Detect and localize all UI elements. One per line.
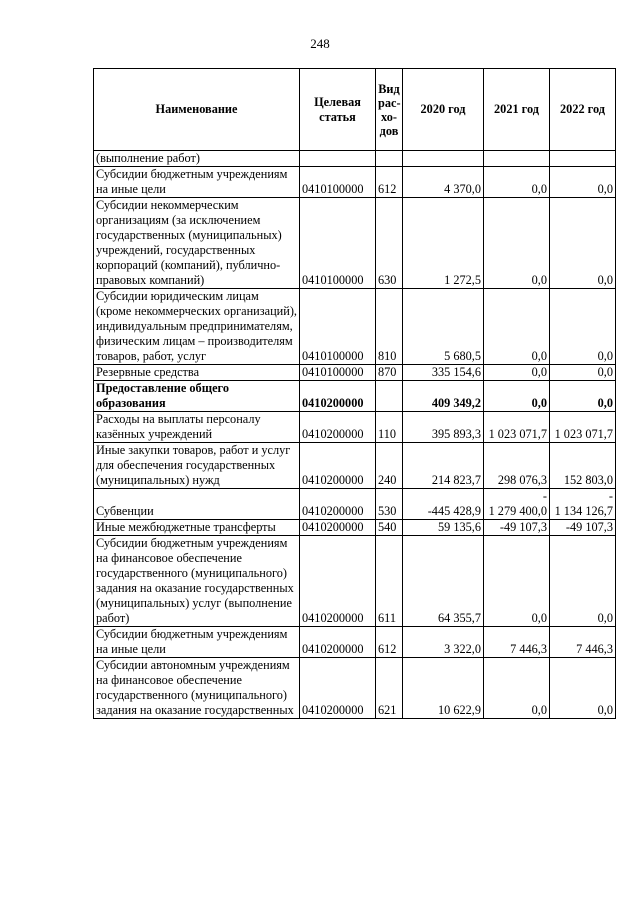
table-row [94, 151, 616, 167]
row-2020-cell: 59 135,6 [403, 520, 484, 536]
table-row [94, 381, 616, 412]
row-expense-type-cell [376, 151, 403, 167]
row-2022-cell: 0,0 [550, 536, 616, 627]
row-2021-cell: 0,0 [484, 289, 550, 365]
row-target-cell: 0410200000 [300, 489, 376, 520]
row-target-cell: 0410200000 [300, 520, 376, 536]
table-row [94, 289, 616, 365]
table-row [94, 198, 616, 289]
row-2022-cell [550, 151, 616, 167]
cell-value: 1 279 400,0 [488, 504, 547, 518]
page-number: 248 [310, 36, 330, 51]
row-2022-cell: 0,0 [550, 198, 616, 289]
row-2022-cell: 0,0 [550, 289, 616, 365]
row-2021-cell [484, 489, 550, 520]
row-2022-cell: 7 446,3 [550, 627, 616, 658]
row-2020-cell: 335 154,6 [403, 365, 484, 381]
row-target-cell: 0410200000 [300, 381, 376, 412]
row-expense-type-cell: 870 [376, 365, 403, 381]
header-2022: 2022 год [550, 69, 616, 151]
table-row [94, 443, 616, 489]
row-2020-cell: 3 322,0 [403, 627, 484, 658]
row-2021-cell: 0,0 [484, 381, 550, 412]
row-name-cell: Субсидии юридическим лицам (кроме некоммерческих организаций), индивидуальным предпринимателям, физическим лицам – производителям товаров, работ, услуг [94, 289, 300, 365]
header-name: Наименование [94, 69, 300, 151]
row-expense-type-cell: 810 [376, 289, 403, 365]
row-2022-cell [550, 489, 616, 520]
row-expense-type-cell: 630 [376, 198, 403, 289]
cell-value: 1 134 126,7 [554, 504, 613, 518]
row-expense-type-cell: 612 [376, 167, 403, 198]
row-2020-cell: 1 272,5 [403, 198, 484, 289]
negative-sign: - [542, 489, 547, 503]
row-2022-cell: 0,0 [550, 167, 616, 198]
table-row [94, 520, 616, 536]
row-2020-cell: 10 622,9 [403, 658, 484, 719]
row-2021-cell: 1 023 071,7 [484, 412, 550, 443]
header-2020: 2020 год [403, 69, 484, 151]
row-2021-cell: 0,0 [484, 167, 550, 198]
row-name-cell: Расходы на выплаты персоналу казённых учреждений [94, 412, 300, 443]
row-2021-cell: -49 107,3 [484, 520, 550, 536]
row-2021-cell: 7 446,3 [484, 627, 550, 658]
row-name-cell: Субсидии некоммерческим организациям (за исключением государственных (муниципальных) учреждений, государственных корпораций (компаний), публично-правовых компаний) [94, 198, 300, 289]
row-2022-cell: 1 023 071,7 [550, 412, 616, 443]
row-2020-cell [403, 151, 484, 167]
row-target-cell: 0410100000 [300, 289, 376, 365]
row-2020-cell: 409 349,2 [403, 381, 484, 412]
row-target-cell: 0410100000 [300, 198, 376, 289]
row-name-cell: Субсидии автономным учреждениям на финансовое обеспечение государственного (муниципального) задания на оказание государственных [94, 658, 300, 719]
table-row [94, 365, 616, 381]
row-2020-cell: 5 680,5 [403, 289, 484, 365]
row-2021-cell: 0,0 [484, 365, 550, 381]
row-2020-cell: -445 428,9 [403, 489, 484, 520]
row-2021-cell: 0,0 [484, 658, 550, 719]
row-expense-type-cell: 611 [376, 536, 403, 627]
row-2022-cell: 0,0 [550, 381, 616, 412]
row-target-cell: 0410200000 [300, 443, 376, 489]
row-2021-cell: 298 076,3 [484, 443, 550, 489]
row-target-cell: 0410200000 [300, 412, 376, 443]
row-2021-cell: 0,0 [484, 536, 550, 627]
row-name-cell: Субсидии бюджетным учреждениям на иные цели [94, 627, 300, 658]
row-expense-type-cell: 530 [376, 489, 403, 520]
row-target-cell: 0410200000 [300, 658, 376, 719]
row-2022-cell: 0,0 [550, 365, 616, 381]
row-expense-type-cell: 240 [376, 443, 403, 489]
row-target-cell: 0410100000 [300, 365, 376, 381]
row-target-cell: 0410200000 [300, 627, 376, 658]
table-row [94, 627, 616, 658]
row-target-cell: 0410100000 [300, 167, 376, 198]
row-2022-cell: 152 803,0 [550, 443, 616, 489]
table-row [94, 658, 616, 719]
row-name-cell: Иные межбюджетные трансферты [94, 520, 300, 536]
header-row [94, 69, 616, 151]
row-name-cell: Субвенции [94, 489, 300, 520]
row-2022-cell: -49 107,3 [550, 520, 616, 536]
row-name-cell: Предоставление общего образования [94, 381, 300, 412]
table-row [94, 536, 616, 627]
row-name-cell: Субсидии бюджетным учреждениям на иные цели [94, 167, 300, 198]
row-expense-type-cell: 110 [376, 412, 403, 443]
row-2020-cell: 395 893,3 [403, 412, 484, 443]
row-expense-type-cell: 540 [376, 520, 403, 536]
row-2020-cell: 64 355,7 [403, 536, 484, 627]
row-2022-cell: 0,0 [550, 658, 616, 719]
budget-table [93, 68, 616, 719]
row-name-cell: (выполнение работ) [94, 151, 300, 167]
row-name-cell: Иные закупки товаров, работ и услуг для обеспечения государственных (муниципальных) нужд [94, 443, 300, 489]
table-row [94, 489, 616, 520]
header-expense-type: Вид рас-хо-дов [376, 69, 403, 151]
row-name-cell: Резервные средства [94, 365, 300, 381]
row-target-cell: 0410200000 [300, 536, 376, 627]
row-expense-type-cell: 621 [376, 658, 403, 719]
row-2020-cell: 214 823,7 [403, 443, 484, 489]
header-target: Целевая статья [300, 69, 376, 151]
row-2021-cell: 0,0 [484, 198, 550, 289]
row-expense-type-cell: 612 [376, 627, 403, 658]
header-2021: 2021 год [484, 69, 550, 151]
row-expense-type-cell [376, 381, 403, 412]
row-target-cell [300, 151, 376, 167]
table-row [94, 412, 616, 443]
row-name-cell: Субсидии бюджетным учреждениям на финансовое обеспечение государственного (муниципального) задания на оказание государственных (муниципальных) услуг (выполнение работ) [94, 536, 300, 627]
table-row [94, 167, 616, 198]
row-2020-cell: 4 370,0 [403, 167, 484, 198]
row-2021-cell [484, 151, 550, 167]
negative-sign: - [608, 489, 613, 503]
